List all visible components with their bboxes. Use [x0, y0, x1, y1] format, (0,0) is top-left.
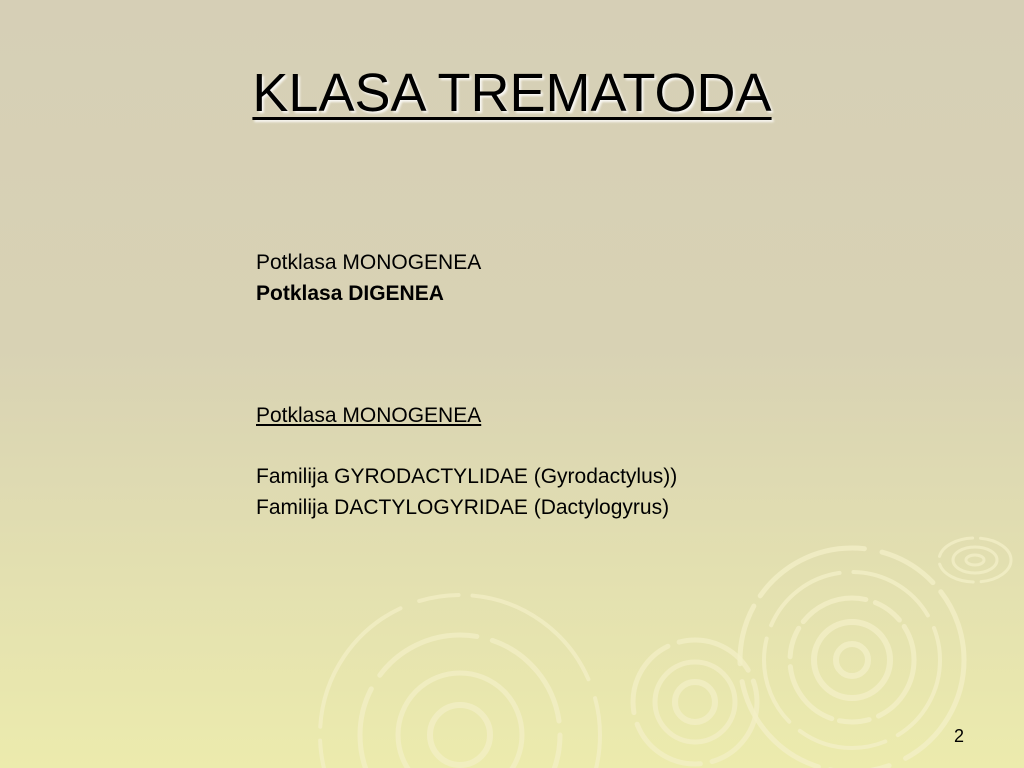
line-family-dactylogyridae: Familija DACTYLOGYRIDAE (Dactylogyrus): [256, 496, 670, 519]
ripple-small: [939, 538, 1011, 582]
ripple-large: [740, 548, 964, 768]
line-family-gyrodactylidae: Familija GYRODACTYLIDAE (Gyrodactylus)): [256, 465, 678, 488]
page-number: 2: [953, 726, 964, 746]
section-heading-monogenea: Potklasa MONOGENEA: [256, 404, 482, 427]
line-subclass-digenea: Potklasa DIGENEA: [256, 282, 444, 305]
ripple-medium: [633, 640, 757, 764]
ripple-bottom: [320, 595, 600, 768]
line-subclass-monogenea: Potklasa MONOGENEA: [256, 251, 482, 274]
slide-title: KLASA TREMATODA: [252, 63, 772, 123]
